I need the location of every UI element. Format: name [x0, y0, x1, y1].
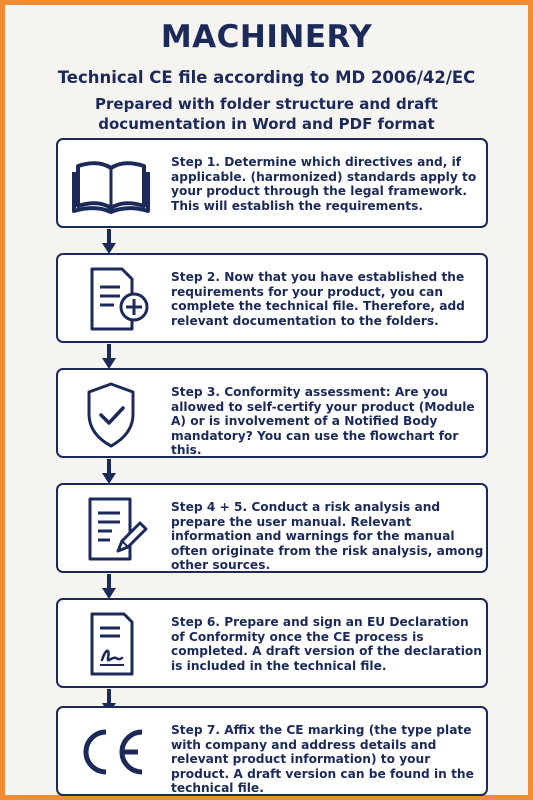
step-4-5-box: [56, 483, 488, 573]
arrow-down-icon: [101, 229, 117, 255]
step-2-box: [56, 253, 488, 343]
signed-declaration-icon: [70, 608, 152, 680]
step-6-box: [56, 598, 488, 688]
arrow-down-icon: [101, 459, 117, 485]
ce-marking-icon: [70, 716, 152, 788]
step-2-text: Step 2. Now that you have established the requirements for your product, you can complete the technical file. Therefore, add relevant documentation to the folders.: [171, 270, 465, 328]
step-3-text: Step 3. Conformity assessment: Are you allowed to self-certify your product (Module A) or is involvement of a Notified Body mandatory? You can use the flowchart for this.: [171, 385, 475, 458]
page-subtitle: Technical CE file according to MD 2006/42/EC: [57, 68, 476, 87]
step-1-box: [56, 138, 488, 228]
step-7-text: Step 7. Affix the CE marking (the type plate with company and address details and relevant product information) to your product. A draft version can be found in the technical file.: [171, 723, 474, 796]
document-pen-icon: [70, 493, 152, 565]
add-document-icon: [70, 263, 152, 335]
open-book-icon: [70, 148, 152, 220]
shield-check-icon: [70, 378, 152, 450]
step-3-box: [56, 368, 488, 458]
page-description: Prepared with folder structure and draft documentation in Word and PDF format: [95, 95, 438, 133]
arrow-down-icon: [101, 574, 117, 600]
step-7-box: [56, 706, 488, 796]
arrow-down-icon: [101, 344, 117, 370]
step-1-text: Step 1. Determine which directives and, if applicable. (harmonized) standards apply to your product through the legal framework. This will establish the requirements.: [171, 155, 477, 213]
page-title: MACHINERY: [160, 19, 373, 55]
step-6-text: Step 6. Prepare and sign an EU Declaration of Conformity once the CE process is completed. A draft version of the declaration is included in the technical file.: [171, 615, 482, 673]
step-4-5-text: Step 4 + 5. Conduct a risk analysis and prepare the user manual. Relevant information and warnings for the manual often originate from the risk analysis, among other sources.: [171, 500, 484, 573]
